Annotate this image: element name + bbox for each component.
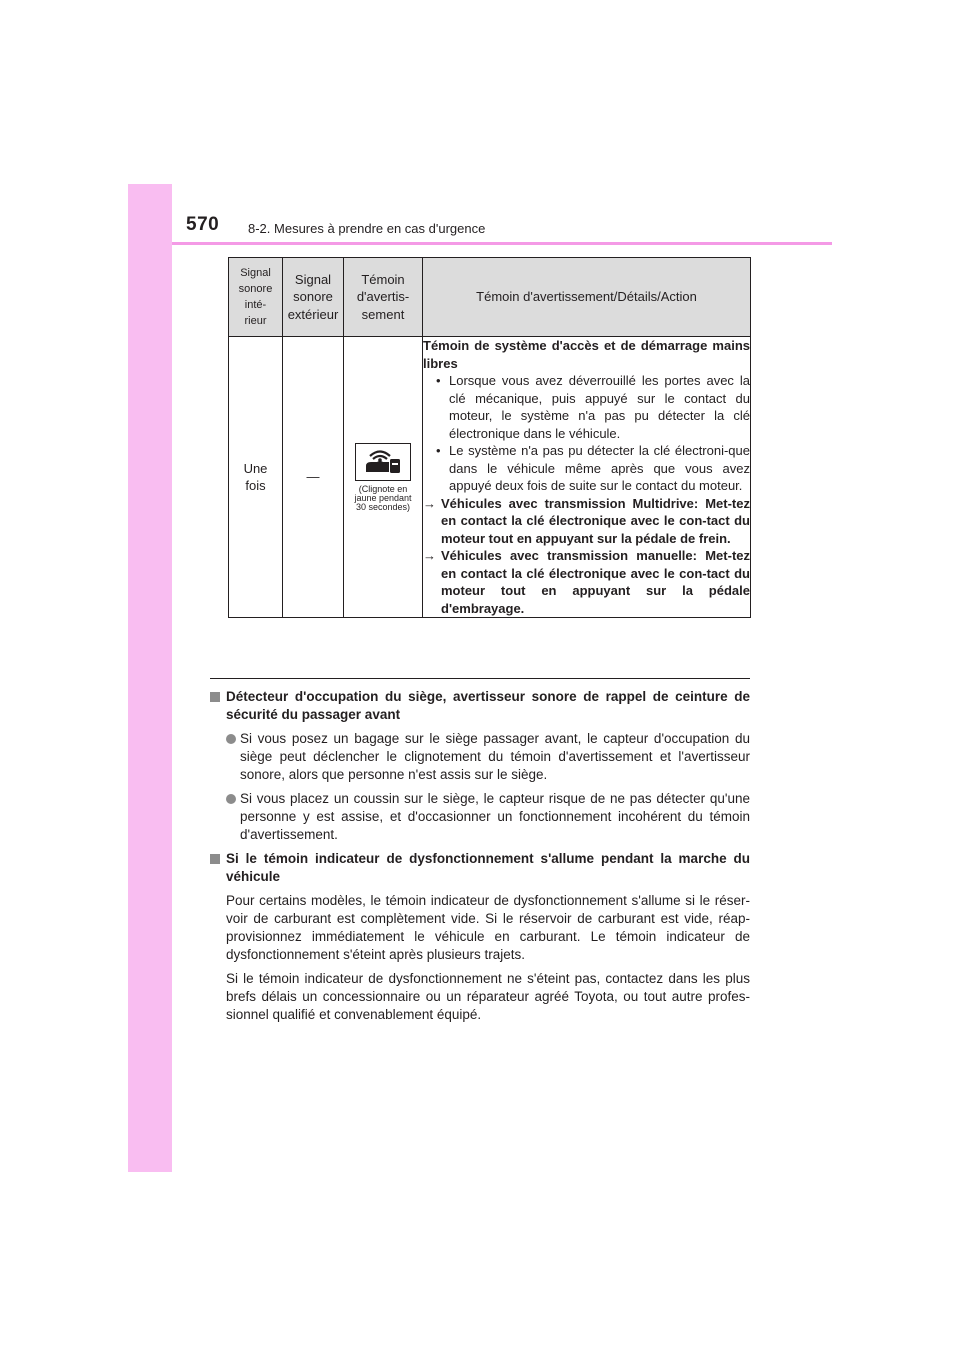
smart-key-system-warning-icon — [355, 443, 411, 481]
square-bullet-icon — [210, 854, 220, 864]
list-item: Si vous posez un bagage sur le siège passager avant, le capteur d'occupation du siège peut déclencher le clignotement du témoin d'avertissement et l'avertisseur sonore, alors que personne n'est assis sur le siège. — [210, 730, 750, 784]
paragraph: Pour certains modèles, le témoin indicateur de dysfonctionnement s'allume si le réser-voir de carburant est complètement vide. Si le réservoir de carburant est vide, réap-provisionnez immédiatement le véhicule en carburant. Le témoin indicateur de dysfonctionnement s'éteint après plusieurs trajets. — [226, 893, 750, 962]
interior-signal-cell: Une fois — [229, 337, 283, 618]
icon-caption: (Clignote en jaune pendant 30 secondes) — [354, 483, 412, 512]
section-heading: Si le témoin indicateur de dysfonctionnement s'allume pendant la marche du véhicule — [210, 850, 750, 886]
header-interior-signal: Signal sonore inté- rieur — [229, 258, 283, 337]
arrow-icon: → — [423, 548, 436, 563]
warning-table — [228, 257, 751, 618]
square-bullet-icon — [210, 692, 220, 702]
table-header-row — [229, 258, 751, 337]
section-divider — [210, 678, 750, 679]
header-warning-light: Témoin d'avertis- sement — [344, 258, 423, 337]
action-item: → Véhicules avec transmission manuelle: Met-tez en contact la clé électronique avec le con-tact du moteur tout en appuyant sur la pédale d'embrayage. — [423, 548, 750, 616]
exterior-signal-cell: — — [283, 337, 344, 618]
header-details-action: Témoin d'avertissement/Détails/Action — [423, 258, 751, 337]
row-title: Témoin de système d'accès et de démarrage mains libres — [423, 338, 750, 371]
circle-bullet-icon — [226, 734, 236, 744]
circle-bullet-icon — [226, 794, 236, 804]
list-item: • Lorsque vous avez déverrouillé les portes avec la clé mécanique, puis appuyé sur le contact du moteur, le système n'a pas pu détecter la clé électronique dans le véhicule. — [436, 373, 750, 441]
section-heading: Détecteur d'occupation du siège, avertisseur sonore de rappel de ceinture de sécurité du passager avant — [210, 688, 750, 724]
body-text — [210, 688, 750, 1030]
details-action-cell — [423, 337, 751, 618]
header-rule — [172, 242, 832, 245]
arrow-icon: → — [423, 495, 436, 511]
action-item: → Véhicules avec transmission Multidrive: Met-tez en contact la clé électronique avec le con-tact du moteur tout en appuyant sur la pédale de frein. — [423, 495, 750, 546]
warning-light-cell — [344, 337, 423, 618]
chapter-side-band — [128, 184, 172, 1172]
header-exterior-signal: Signal sonore extérieur — [283, 258, 344, 337]
paragraph: Si le témoin indicateur de dysfonctionnement ne s'éteint pas, contactez dans les plus brefs délais un concessionnaire ou un réparateur agréé Toyota, ou tout autre profes-sionnel qualifié et convenablement équipé. — [226, 971, 750, 1022]
list-item: • Le système n'a pas pu détecter la clé électroni-que dans le véhicule même après que vous avez appuyé deux fois de suite sur le contact du moteur. — [436, 443, 750, 493]
section-title: 8-2. Mesures à prendre en cas d'urgence — [248, 221, 486, 236]
page-number: 570 — [186, 214, 220, 235]
list-item: Si vous placez un coussin sur le siège, le capteur risque de ne pas détecter qu'une personne y est assise, et d'occasionner un fonctionnement incohérent du témoin d'avertissement. — [210, 790, 750, 844]
table-row — [229, 337, 751, 618]
